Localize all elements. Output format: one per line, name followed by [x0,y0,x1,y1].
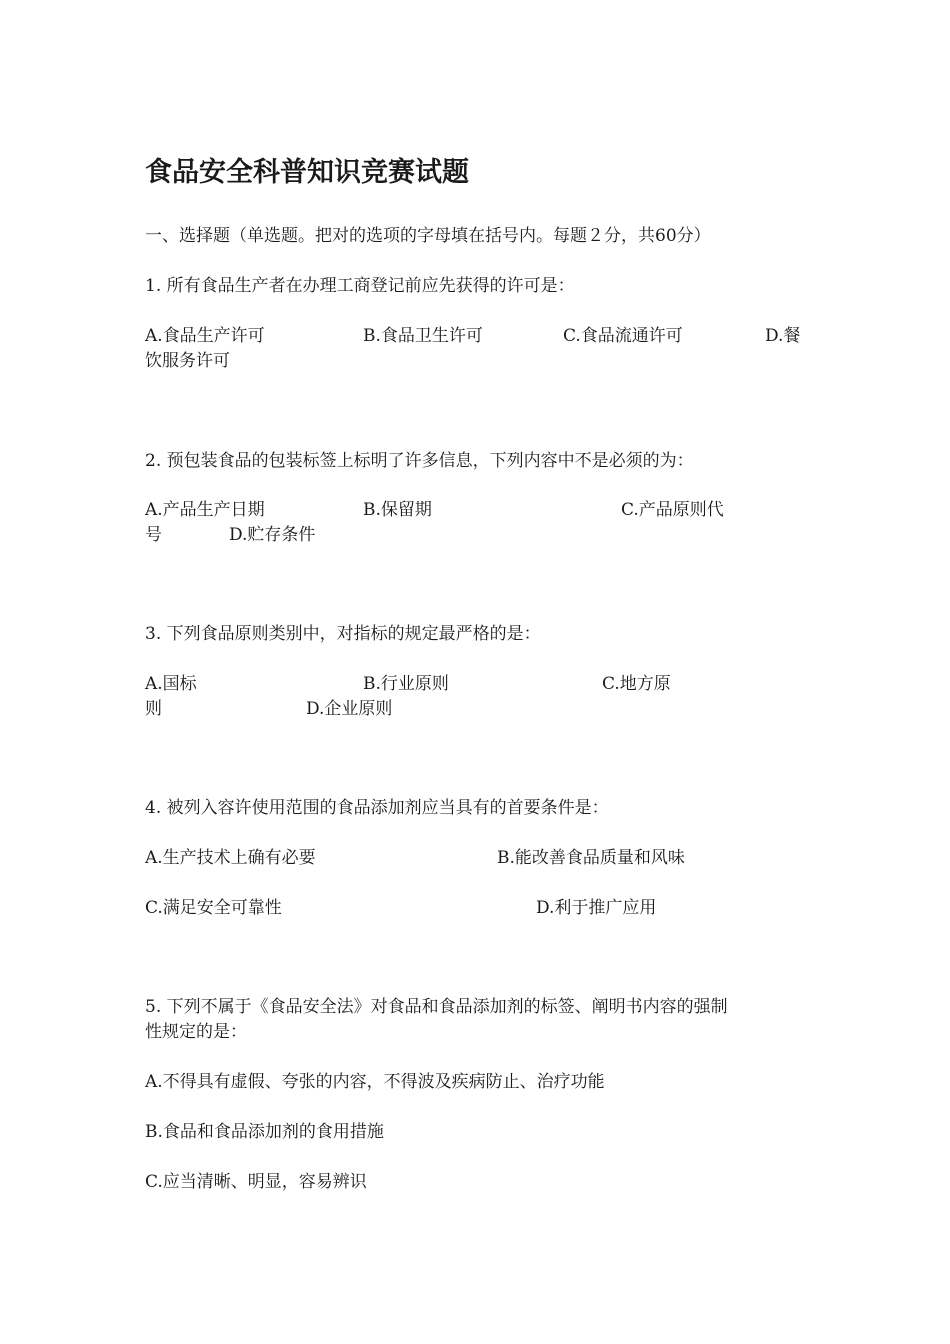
question-3-option-c: C.地方原 [602,674,671,694]
question-1-option-c: C.食品流通许可 [563,326,683,346]
question-3-option-a: A.国标 [145,674,197,694]
question-2-stem: 2. 预包装食品的包装标签上标明了许多信息，下列内容中不是必须的为： [145,451,694,471]
question-4-option-a: A.生产技术上确有必要 [145,848,316,868]
question-3-option-c-continued: 则 [145,699,162,719]
question-2-option-c-continued: 号 [145,525,162,545]
question-5-option-c: C.应当清晰、明显，容易辨识 [145,1172,367,1192]
question-2-option-c: C.产品原则代 [621,500,724,520]
question-1-option-d: D.餐 [765,326,801,346]
question-4-option-b: B.能改善食品质量和风味 [497,848,685,868]
question-1-option-d-continued: 饮服务许可 [145,351,230,371]
question-4-option-d: D.利于推广应用 [536,898,657,918]
question-3-option-d: D.企业原则 [306,699,393,719]
question-3-stem: 3. 下列食品原则类别中，对指标的规定最严格的是： [145,624,541,644]
question-4-option-c: C.满足安全可靠性 [145,898,282,918]
question-2-option-a: A.产品生产日期 [145,500,265,520]
question-4-stem: 4. 被列入容许使用范围的食品添加剂应当具有的首要条件是： [145,798,609,818]
question-3-option-b: B.行业原则 [363,674,449,694]
question-5-option-b: B.食品和食品添加剂的食用措施 [145,1122,384,1142]
section-heading: 一、选择题（单选题。把对的选项的字母填在括号内。每题２分，共60分） [145,226,711,246]
question-1-stem: 1. 所有食品生产者在办理工商登记前应先获得的许可是： [145,276,575,296]
question-1-option-b: B.食品卫生许可 [363,326,483,346]
question-1-option-a: A.食品生产许可 [145,326,265,346]
question-5-option-a: A.不得具有虚假、夸张的内容，不得波及疾病防止、治疗功能 [145,1072,605,1092]
question-5-stem-line-1: 5. 下列不属于《食品安全法》对食品和食品添加剂的标签、阐明书内容的强制 [145,997,728,1017]
page-title: 食品安全科普知识竞赛试题 [145,157,469,188]
question-2-option-b: B.保留期 [363,500,432,520]
question-5-stem-line-2: 性规定的是： [145,1022,247,1042]
question-2-option-d: D.贮存条件 [229,525,316,545]
